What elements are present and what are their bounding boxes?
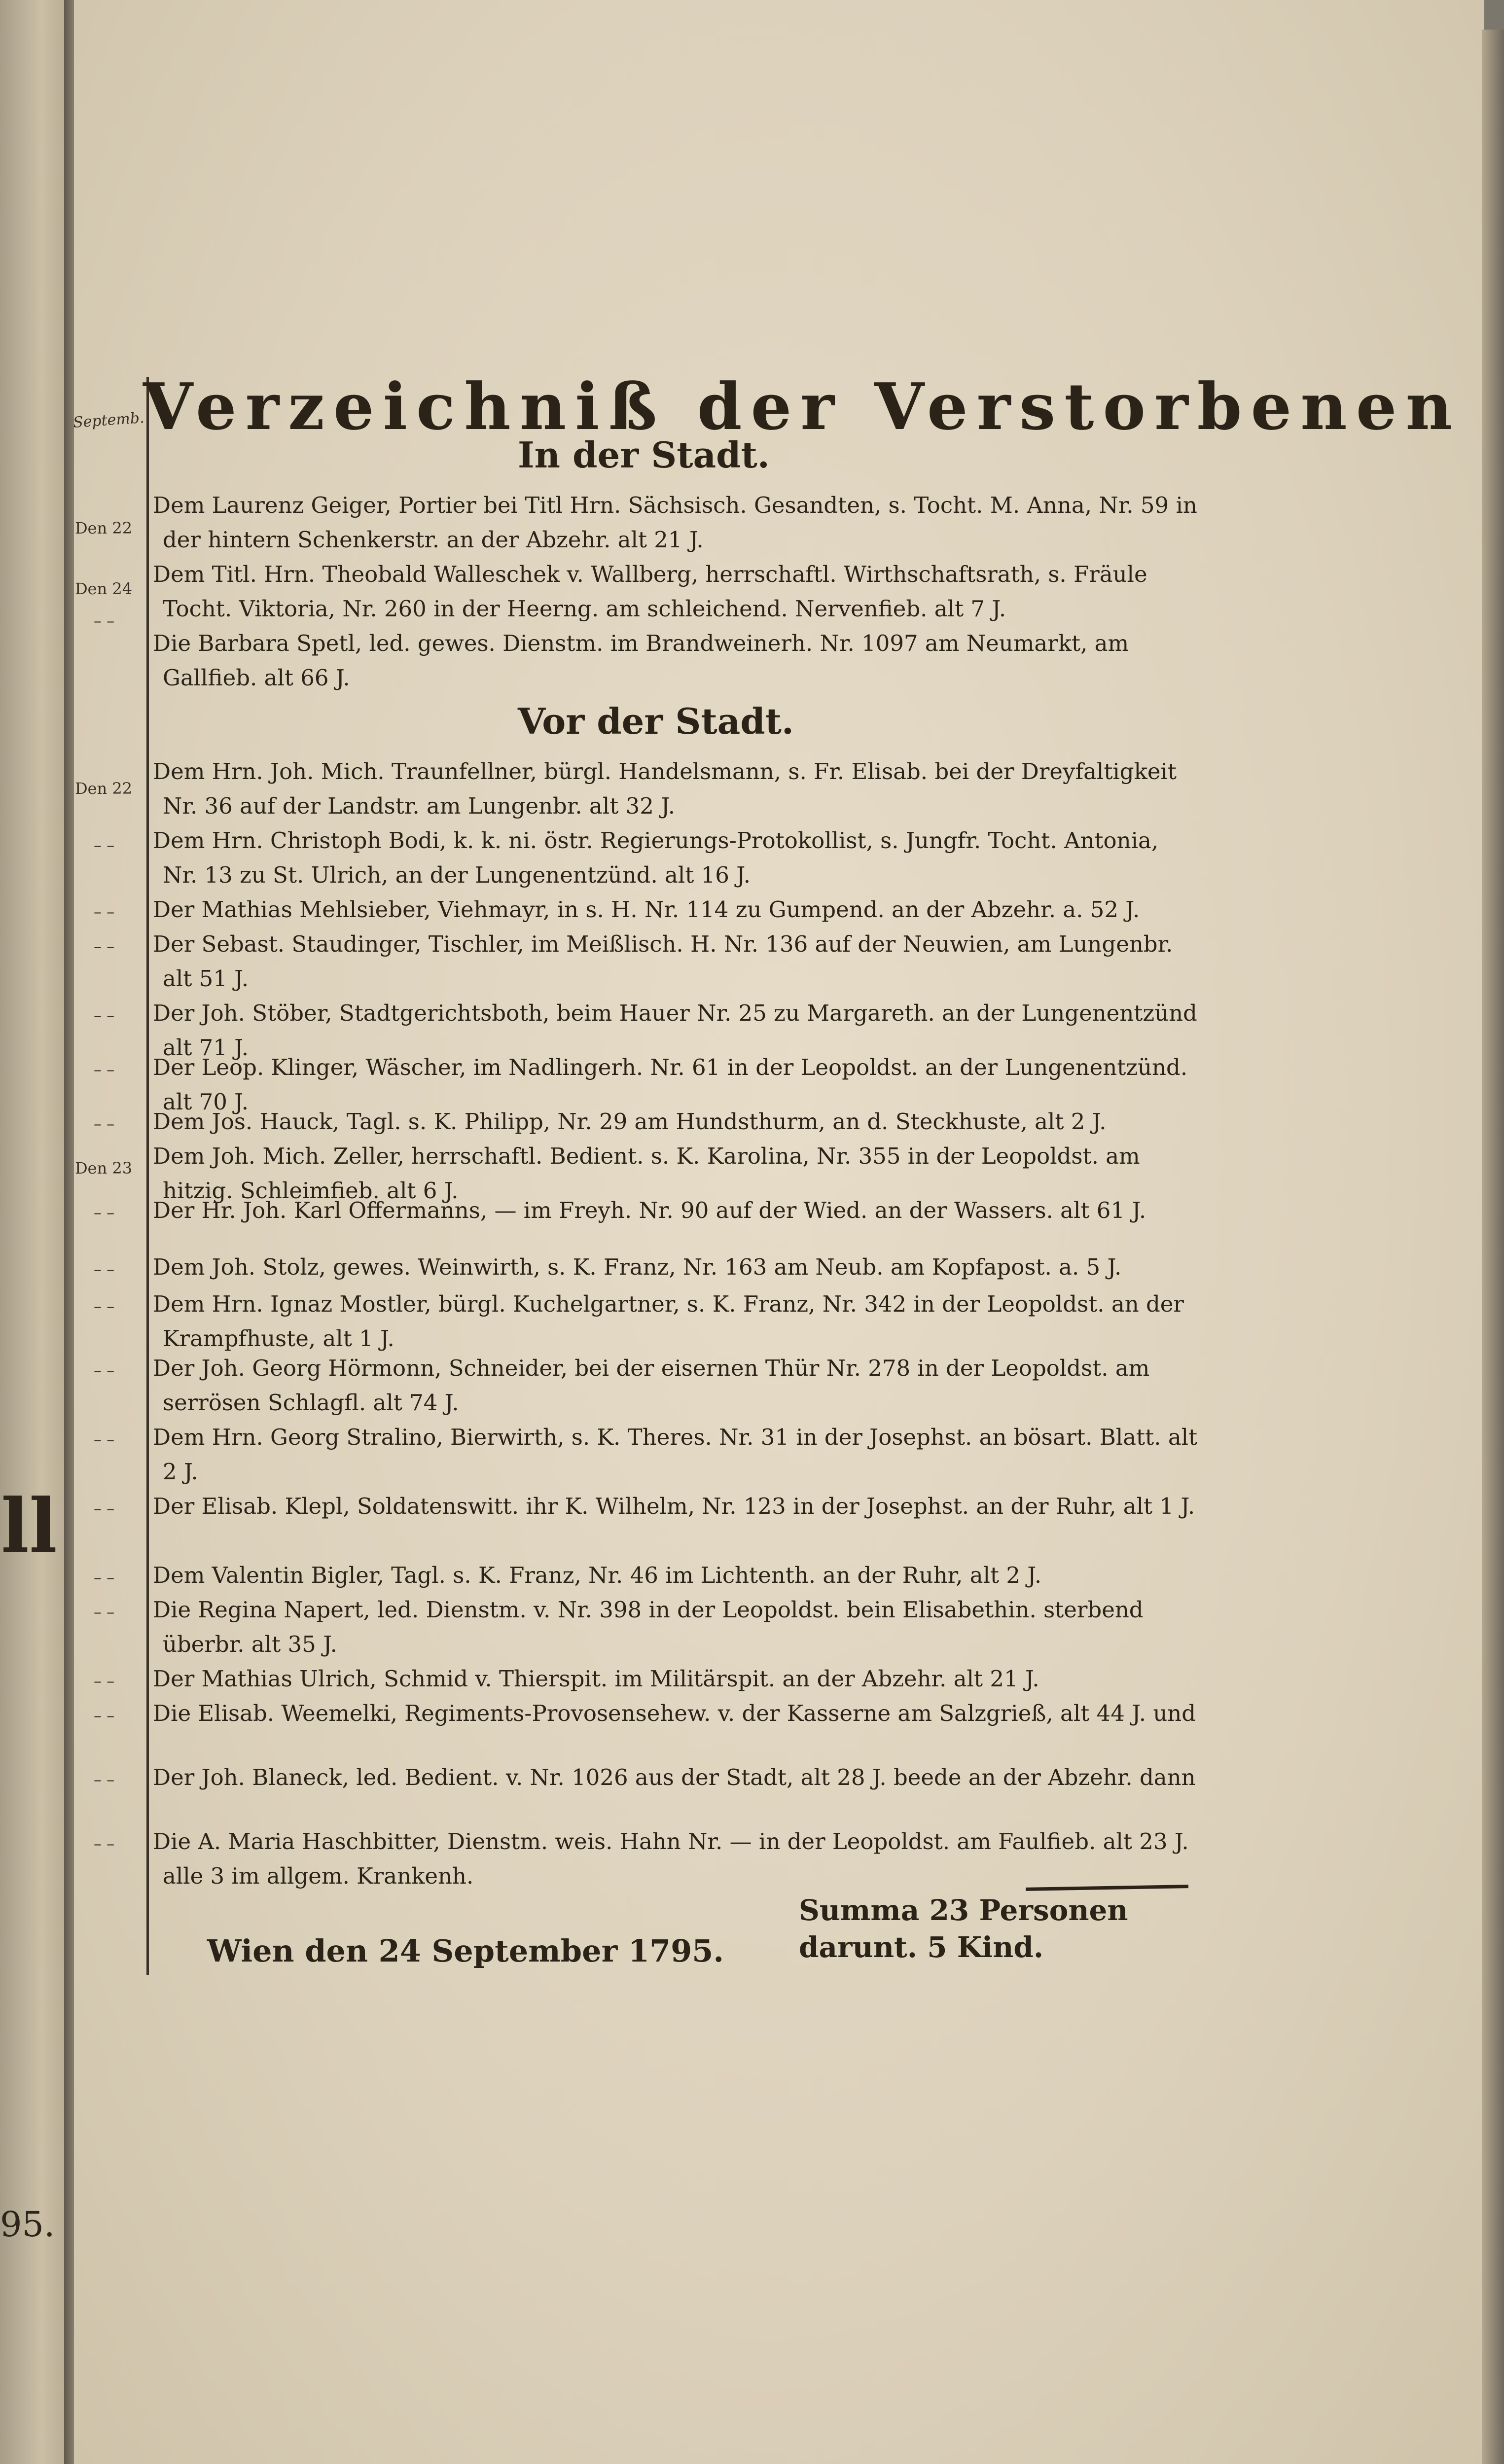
margin-dash: – – [94,1770,115,1789]
entry-outside: Der Joh. Blaneck, led. Bedient. v. Nr. 1026 aus der Stadt, alt 28 J. beede an der Abzehr. dann [153,1764,1196,1790]
entry-outside: Dem Hrn. Georg Stralino, Bierwirth, s. K. Theres. Nr. 31 in der Josephst. an bösart. Blatt. alt 2 J. [153,1424,1198,1485]
margin-dash: – – [94,1706,115,1725]
margin-dash: – – [94,1060,115,1079]
entry-outside: Dem Joh. Mich. Zeller, herrschaftl. Bedient. s. K. Karolina, Nr. 355 in der Leopoldst. am hitzig. Schleimfieb. alt 6 J. [153,1143,1140,1204]
margin-dash: – – [94,1603,115,1621]
book-gutter [64,0,75,2464]
margin-dash: – – [94,937,115,956]
entry-outside: Dem Hrn. Ignaz Mostler, bürgl. Kuchelgartner, s. K. Franz, Nr. 342 in der Leopoldst. an der Krampfhuste, alt 1 J. [153,1291,1184,1352]
entry-outside: Der Joh. Stöber, Stadtgerichtsboth, beim Hauer Nr. 25 zu Margareth. an der Lungenentzünd alt 71 J. [153,1000,1197,1061]
facing-page [0,0,69,2464]
entry-outside: Die Regina Napert, led. Dienstm. v. Nr. 398 in der Leopoldst. bein Elisabethin. sterbend überbr. alt 35 J. [153,1597,1144,1657]
page-edge [1482,30,1504,2464]
margin-date: Den 22 [75,779,133,798]
entry-outside: Die A. Maria Haschbitter, Dienstm. weis. Hahn Nr. — in der Leopoldst. am Faulfieb. alt 23 J. alle 3 im allgem. Krankenh. [153,1828,1189,1889]
margin-date: Den 24 [75,579,133,598]
entry-outside: Der Elisab. Klepl, Soldatenswitt. ihr K. Wilhelm, Nr. 123 in der Josephst. an der Ruhr, alt 1 J. [153,1493,1195,1519]
entry-outside: Der Leop. Klinger, Wäscher, im Nadlingerh. Nr. 61 in der Leopoldst. an der Lungenentzünd. alt 70 J. [153,1054,1188,1115]
margin-dash: – – [94,1430,115,1449]
margin-date: Den 23 [75,1159,133,1178]
entry-outside: Dem Hrn. Joh. Mich. Traunfellner, bürgl. Handelsmann, s. Fr. Elisab. bei der Dreyfaltigkeit Nr. 36 auf der Landstr. am Lungenbr. alt 32 J. [153,758,1177,819]
margin-date: Den 22 [75,519,133,537]
entry-city: Die Barbara Spetl, led. gewes. Dienstm. im Brandweinerh. Nr. 1097 am Neumarkt, am Gallfieb. alt 66 J. [153,630,1129,691]
section-heading-outside: Vor der Stadt. [517,700,794,742]
margin-dash: – – [94,902,115,921]
entry-outside: Der Hr. Joh. Karl Offermanns, — im Freyh. Nr. 90 auf der Wied. an der Wassers. alt 61 J. [153,1197,1146,1223]
margin-dash: – – [94,1361,115,1380]
place-date: Wien den 24 September 1795. [207,1933,724,1969]
entry-outside: Die Elisab. Weemelki, Regiments-Provosensehew. v. der Kasserne am Salzgrieß, alt 44 J. und [153,1700,1196,1726]
entry-outside: Der Mathias Ulrich, Schmid v. Thierspit. im Militärspit. an der Abzehr. alt 21 J. [153,1666,1039,1692]
entry-outside: Der Joh. Georg Hörmonn, Schneider, bei der eisernen Thür Nr. 278 in der Leopoldst. am serrösen Schlagfl. alt 74 J. [153,1355,1150,1416]
margin-dash: – – [94,1260,115,1279]
margin-dash: – – [94,1114,115,1133]
margin-dash: – – [94,1672,115,1690]
entry-outside: Dem Jos. Hauck, Tagl. s. K. Philipp, Nr. 29 am Hundsthurm, an d. Steckhuste, alt 2 J. [153,1108,1107,1135]
margin-dash: – – [94,1297,115,1316]
entry-outside: Dem Valentin Bigler, Tagl. s. K. Franz, Nr. 46 im Lichtenth. an der Ruhr, alt 2 J. [153,1562,1042,1588]
page-title: Verzeichniß der Verstorbenen [143,369,1461,444]
margin-dash: – – [94,1006,115,1025]
entry-outside: Dem Joh. Stolz, gewes. Weinwirth, s. K. Franz, Nr. 163 am Neub. am Kopfapost. a. 5 J. [153,1254,1122,1280]
section-heading-city: In der Stadt. [518,434,770,476]
margin-dash: – – [94,1499,115,1518]
margin-dash: – – [94,611,115,630]
entry-city: Dem Laurenz Geiger, Portier bei Titl Hrn. Sächsisch. Gesandten, s. Tocht. M. Anna, Nr. 59 in der hintern Schenkerstr. an der Abzehr. alt 21 J. [153,492,1197,553]
summary-children: darunt. 5 Kind. [799,1930,1044,1964]
summary-total: Summa 23 Personen [799,1893,1128,1927]
margin-dash: – – [94,1834,115,1853]
month-label: Septemb. [72,409,145,431]
margin-dash: – – [94,836,115,855]
entry-city: Dem Titl. Hrn. Theobald Walleschek v. Wallberg, herrschaftl. Wirthschaftsrath, s. Fräule Tocht. Viktoria, Nr. 260 in der Heerng. am schleichend. Nervenfieb. alt 7 J. [153,561,1147,622]
entry-outside: Der Mathias Mehlsieber, Viehmayr, in s. H. Nr. 114 zu Gumpend. an der Abzehr. a. 52 J. [153,896,1140,923]
entry-outside: Der Sebast. Staudinger, Tischler, im Meißlisch. H. Nr. 136 auf der Neuwien, am Lungenbr. alt 51 J. [153,931,1173,992]
margin-rule [146,377,149,1975]
margin-dash: – – [94,1568,115,1587]
margin-dash: – – [94,1203,115,1222]
facing-page-fragment: 95. [0,2204,55,2245]
entry-outside: Dem Hrn. Christoph Bodi, k. k. ni. östr. Regierungs-Protokollist, s. Jungfr. Tocht. Antonia, Nr. 13 zu St. Ulrich, an der Lungenentzünd. alt 16 J. [153,827,1159,888]
facing-page-fragment: ll [1,1483,57,1570]
